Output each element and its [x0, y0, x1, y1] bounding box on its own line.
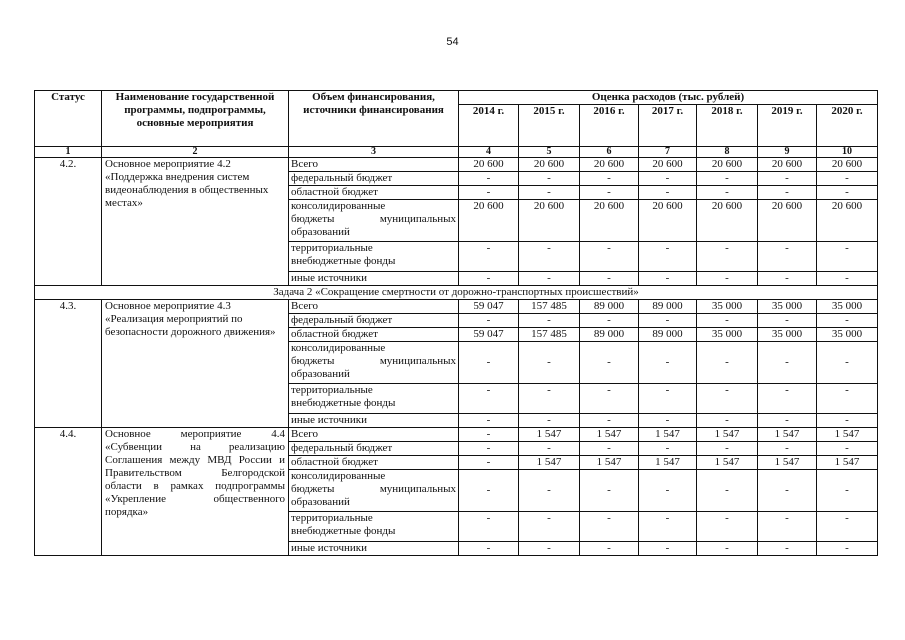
- value-cell: 89 000: [580, 328, 639, 342]
- source-municipal-word: муниципальных: [379, 355, 456, 367]
- header-year: 2015 г.: [519, 105, 580, 147]
- value-cell: 20 600: [580, 200, 639, 242]
- value-cell: 20 600: [817, 200, 878, 242]
- value-cell: 35 000: [817, 300, 878, 314]
- value-cell: -: [639, 242, 697, 272]
- value-cell: 1 547: [580, 428, 639, 442]
- value-cell: -: [580, 314, 639, 328]
- header-year: 2016 г.: [580, 105, 639, 147]
- value-cell: -: [519, 442, 580, 456]
- value-cell: -: [697, 542, 758, 556]
- source-total: Всего: [289, 158, 459, 172]
- header-year: 2020 г.: [817, 105, 878, 147]
- value-cell: -: [697, 512, 758, 542]
- funding-table: [34, 90, 878, 556]
- value-cell: -: [519, 342, 580, 384]
- value-cell: 20 600: [519, 200, 580, 242]
- value-cell: -: [459, 384, 519, 414]
- value-cell: 1 547: [758, 428, 817, 442]
- value-cell: -: [580, 442, 639, 456]
- value-cell: 1 547: [639, 428, 697, 442]
- source-federal: федеральный бюджет: [289, 314, 459, 328]
- value-cell: 20 600: [697, 158, 758, 172]
- value-cell: -: [758, 470, 817, 512]
- column-number: 6: [580, 147, 639, 158]
- source-federal: федеральный бюджет: [289, 442, 459, 456]
- value-cell: 20 600: [459, 158, 519, 172]
- value-cell: -: [519, 272, 580, 286]
- measure-name: Основное мероприятие 4.2 «Поддержка внедрения систем видеонаблюдения в общественных местах»: [102, 158, 289, 286]
- value-cell: 35 000: [697, 328, 758, 342]
- source-offbudget-line: территориальные: [291, 242, 373, 254]
- value-cell: -: [817, 272, 878, 286]
- source-municipal-word: муниципальных: [379, 483, 456, 495]
- value-cell: -: [519, 470, 580, 512]
- measure-status: 4.2.: [35, 158, 102, 286]
- value-cell: -: [459, 512, 519, 542]
- value-cell: -: [758, 242, 817, 272]
- value-cell: 20 600: [758, 200, 817, 242]
- value-cell: -: [459, 342, 519, 384]
- value-cell: 1 547: [817, 428, 878, 442]
- value-cell: -: [817, 342, 878, 384]
- source-municipal: [289, 200, 459, 242]
- value-cell: -: [459, 272, 519, 286]
- table-row: [35, 158, 878, 172]
- value-cell: 1 547: [697, 428, 758, 442]
- value-cell: -: [639, 414, 697, 428]
- value-cell: -: [519, 242, 580, 272]
- header-cost-estimate: Оценка расходов (тыс. рублей): [459, 91, 878, 105]
- value-cell: -: [580, 414, 639, 428]
- source-offbudget-line: внебюджетные фонды: [291, 397, 396, 409]
- source-municipal-line: образований: [291, 226, 350, 238]
- value-cell: -: [758, 384, 817, 414]
- value-cell: -: [639, 542, 697, 556]
- value-cell: -: [817, 442, 878, 456]
- source-offbudget-line: территориальные: [291, 384, 373, 396]
- value-cell: 35 000: [817, 328, 878, 342]
- value-cell: 20 600: [639, 158, 697, 172]
- value-cell: -: [580, 512, 639, 542]
- value-cell: 20 600: [519, 158, 580, 172]
- value-cell: -: [639, 342, 697, 384]
- column-number: 8: [697, 147, 758, 158]
- value-cell: -: [519, 172, 580, 186]
- value-cell: -: [817, 414, 878, 428]
- value-cell: -: [697, 442, 758, 456]
- value-cell: -: [519, 384, 580, 414]
- value-cell: 1 547: [580, 456, 639, 470]
- task-title: Задача 2 «Сокращение смертности от дорожно-транспортных происшествий»: [35, 286, 878, 300]
- value-cell: 157 485: [519, 328, 580, 342]
- value-cell: -: [639, 172, 697, 186]
- column-number: 5: [519, 147, 580, 158]
- source-municipal-line: консолидированные: [291, 200, 386, 212]
- source-other: иные источники: [289, 414, 459, 428]
- source-other: иные источники: [289, 272, 459, 286]
- task-row: [35, 286, 878, 300]
- value-cell: -: [697, 470, 758, 512]
- value-cell: -: [519, 314, 580, 328]
- value-cell: 157 485: [519, 300, 580, 314]
- value-cell: -: [817, 172, 878, 186]
- value-cell: -: [817, 186, 878, 200]
- measure-name: Основное мероприятие 4.3 «Реализация мероприятий по безопасности дорожного движения»: [102, 300, 289, 428]
- value-cell: -: [519, 414, 580, 428]
- value-cell: -: [758, 172, 817, 186]
- header-name: Наименование государственной программы, подпрограммы, основные мероприятия: [102, 91, 289, 147]
- value-cell: -: [697, 186, 758, 200]
- value-cell: -: [519, 512, 580, 542]
- value-cell: -: [817, 384, 878, 414]
- value-cell: -: [817, 470, 878, 512]
- column-number: 3: [289, 147, 459, 158]
- value-cell: -: [697, 384, 758, 414]
- value-cell: 89 000: [639, 328, 697, 342]
- value-cell: 35 000: [758, 328, 817, 342]
- measure-status: 4.4.: [35, 428, 102, 556]
- value-cell: 1 547: [519, 428, 580, 442]
- value-cell: 59 047: [459, 300, 519, 314]
- value-cell: -: [580, 542, 639, 556]
- value-cell: -: [758, 414, 817, 428]
- source-municipal-line: консолидированные: [291, 470, 386, 482]
- value-cell: -: [817, 314, 878, 328]
- value-cell: -: [459, 314, 519, 328]
- source-other: иные источники: [289, 542, 459, 556]
- value-cell: -: [697, 414, 758, 428]
- source-offbudget-line: внебюджетные фонды: [291, 255, 396, 267]
- value-cell: -: [580, 384, 639, 414]
- value-cell: -: [580, 242, 639, 272]
- header-status: Статус: [35, 91, 102, 147]
- value-cell: -: [459, 542, 519, 556]
- value-cell: -: [459, 414, 519, 428]
- value-cell: 89 000: [580, 300, 639, 314]
- value-cell: -: [639, 470, 697, 512]
- source-municipal-line: образований: [291, 496, 350, 508]
- source-municipal: [289, 342, 459, 384]
- value-cell: -: [817, 242, 878, 272]
- source-regional: областной бюджет: [289, 328, 459, 342]
- value-cell: -: [758, 442, 817, 456]
- value-cell: -: [459, 186, 519, 200]
- value-cell: -: [697, 314, 758, 328]
- source-regional: областной бюджет: [289, 456, 459, 470]
- source-municipal-line: [291, 355, 456, 368]
- value-cell: 59 047: [459, 328, 519, 342]
- value-cell: -: [459, 456, 519, 470]
- source-municipal: [289, 470, 459, 512]
- value-cell: -: [459, 242, 519, 272]
- value-cell: -: [580, 172, 639, 186]
- value-cell: -: [639, 384, 697, 414]
- source-municipal-line: [291, 213, 456, 226]
- value-cell: -: [459, 428, 519, 442]
- value-cell: -: [758, 512, 817, 542]
- source-municipal-word: муниципальных: [379, 213, 456, 225]
- column-number: 1: [35, 147, 102, 158]
- source-total: Всего: [289, 428, 459, 442]
- value-cell: 1 547: [519, 456, 580, 470]
- source-municipal-word: бюджеты: [291, 213, 335, 225]
- source-federal: федеральный бюджет: [289, 172, 459, 186]
- header-year: 2019 г.: [758, 105, 817, 147]
- value-cell: 89 000: [639, 300, 697, 314]
- value-cell: -: [459, 442, 519, 456]
- value-cell: -: [697, 342, 758, 384]
- value-cell: -: [697, 272, 758, 286]
- source-offbudget-line: территориальные: [291, 512, 373, 524]
- header-year: 2014 г.: [459, 105, 519, 147]
- table-row: [35, 428, 878, 442]
- value-cell: -: [817, 542, 878, 556]
- column-number: 9: [758, 147, 817, 158]
- value-cell: -: [817, 512, 878, 542]
- measure-name: Основное мероприятие 4.4 «Субвенции на реализацию Соглашения между МВД России и Правительством Белгородской области в рамках подпрограммы «Укрепление общественного порядка»: [102, 428, 289, 556]
- source-municipal-word: бюджеты: [291, 483, 335, 495]
- column-number: 7: [639, 147, 697, 158]
- column-number: 4: [459, 147, 519, 158]
- source-regional: областной бюджет: [289, 186, 459, 200]
- value-cell: -: [459, 172, 519, 186]
- source-municipal-line: образований: [291, 368, 350, 380]
- value-cell: 20 600: [639, 200, 697, 242]
- value-cell: -: [639, 512, 697, 542]
- value-cell: -: [580, 342, 639, 384]
- header-year: 2018 г.: [697, 105, 758, 147]
- source-offbudget-line: внебюджетные фонды: [291, 525, 396, 537]
- value-cell: -: [580, 470, 639, 512]
- table-row: [35, 300, 878, 314]
- value-cell: -: [758, 314, 817, 328]
- value-cell: -: [580, 186, 639, 200]
- measure-status: 4.3.: [35, 300, 102, 428]
- value-cell: -: [697, 172, 758, 186]
- value-cell: -: [639, 272, 697, 286]
- value-cell: -: [758, 342, 817, 384]
- column-number: 2: [102, 147, 289, 158]
- value-cell: 20 600: [697, 200, 758, 242]
- value-cell: -: [697, 242, 758, 272]
- source-municipal-line: [291, 483, 456, 496]
- value-cell: -: [639, 186, 697, 200]
- source-offbudget: [289, 384, 459, 414]
- value-cell: -: [758, 542, 817, 556]
- value-cell: 20 600: [758, 158, 817, 172]
- header-funding: Объем финансирования, источники финансирования: [289, 91, 459, 147]
- value-cell: 20 600: [459, 200, 519, 242]
- source-offbudget: [289, 242, 459, 272]
- source-municipal-line: консолидированные: [291, 342, 386, 354]
- value-cell: -: [519, 186, 580, 200]
- value-cell: -: [459, 470, 519, 512]
- value-cell: -: [758, 272, 817, 286]
- value-cell: 1 547: [639, 456, 697, 470]
- value-cell: 35 000: [758, 300, 817, 314]
- value-cell: -: [580, 272, 639, 286]
- value-cell: -: [519, 542, 580, 556]
- value-cell: -: [639, 442, 697, 456]
- header-year: 2017 г.: [639, 105, 697, 147]
- value-cell: 1 547: [758, 456, 817, 470]
- value-cell: 20 600: [580, 158, 639, 172]
- source-municipal-word: бюджеты: [291, 355, 335, 367]
- source-total: Всего: [289, 300, 459, 314]
- value-cell: 20 600: [817, 158, 878, 172]
- value-cell: 35 000: [697, 300, 758, 314]
- value-cell: 1 547: [697, 456, 758, 470]
- page-number: 54: [446, 36, 459, 48]
- column-number-row: [35, 147, 878, 158]
- column-number: 10: [817, 147, 878, 158]
- value-cell: -: [758, 186, 817, 200]
- value-cell: 1 547: [817, 456, 878, 470]
- source-offbudget: [289, 512, 459, 542]
- value-cell: -: [639, 314, 697, 328]
